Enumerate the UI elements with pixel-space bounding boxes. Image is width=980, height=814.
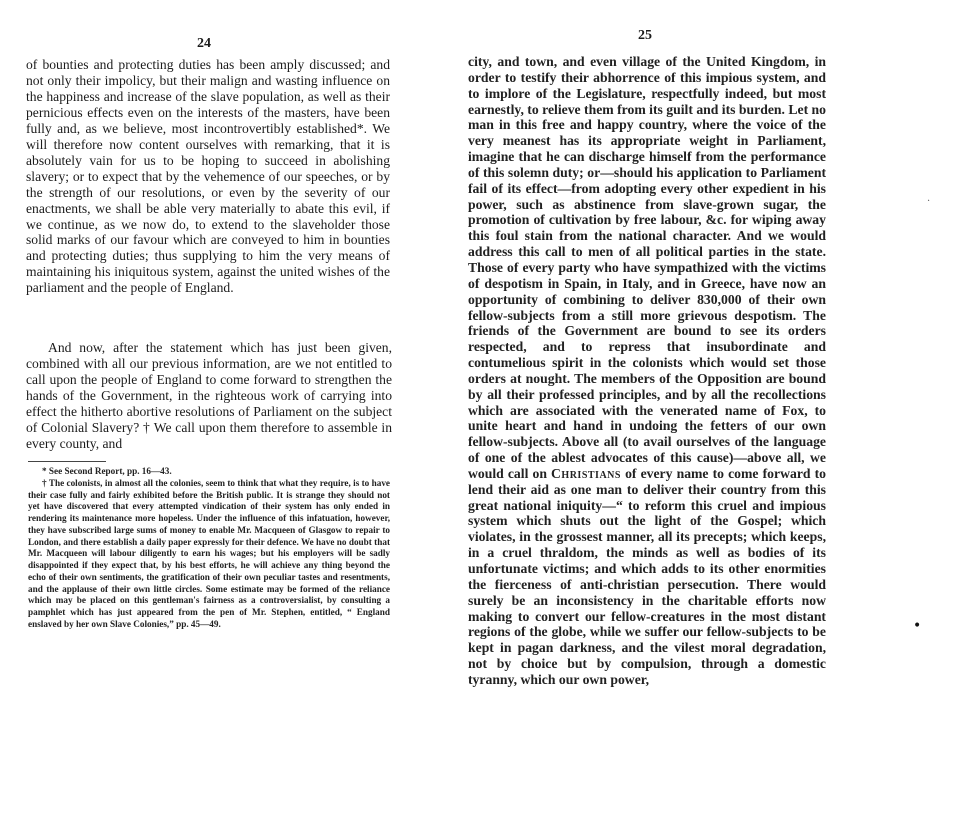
footnote-rule <box>28 461 106 462</box>
body-text-part-2: of every name to come forward to lend their aid as one man to deliver their country from this great national iniquity—“ to reform this cruel and impious system which shuts out the light of the Gospel; which violates, in the grossest manner, all its precepts; which keeps, in a cruel thraldom, the minds as well as bodies of its unfortunate victims; and which adds to its other enormities the fierceness of anti-christian persecution. There would surely be an inconsistency in the charitable efforts now making to convert our fellow-creatures in the most distant regions of the globe, while we suffer our fellow-subjects to be kept in pagan darkness, and the vilest moral degradation, not by choice but by compulsion, through a domestic tyranny, which our own power, <box>468 465 827 687</box>
christians-smallcaps: Christians <box>551 465 621 481</box>
scan-speck: · <box>927 196 931 207</box>
left-paragraph-1 <box>26 57 390 296</box>
footnotes <box>28 466 390 631</box>
left-paragraph-2 <box>26 340 392 452</box>
footnote-1: * See Second Report, pp. 16—43. <box>42 466 172 476</box>
page-number-right: 25 <box>638 28 652 43</box>
page-number-left: 24 <box>197 36 211 51</box>
paragraph-text: And now, after the statement which has just been given, combined with all our previous information, are we not entitled to call upon the people of England to come forward to strengthen the hands of the Government, in the righteous work of carrying into effect the hitherto abortive resolutions of Parliament on the subject of Colonial Slavery? † We call upon them therefore to assemble in every county, and <box>26 340 392 451</box>
footnote-2: † The colonists, in almost all the colonies, seem to think that what they require, is to have their case fully and fairly exhibited before the British public. It is strange they should not yet have discovered that every attempted vindication of their system has only ended in rendering its maintenance more hopeless. Under the influence of this infatuation, however, they have subscribed large sums of money to enable Mr. Macqueen of Glasgow to repair to London, and there establish a daily paper expressly for their defence. We have no doubt that Mr. Macqueen will labour diligently to earn his wages; but his employers will be sadly disappointed if they expect that, by his best efforts, he will achieve any thing beyond the echo of their own sentiments, the gratification of their own peculiar tastes and resentments, and the applause of their own little circles. Some estimate may be formed of the reliance which may be placed on this gentleman's fairness as a controversialist, by consulting a pamphlet which has just appeared from the pen of Mr. Stephen, entitled, “ England enslaved by her own Slave Colonies,” pp. 45—49. <box>28 477 390 629</box>
scan-speck: • <box>913 618 922 634</box>
right-body-text <box>468 54 826 688</box>
body-text-part-1: city, and town, and even village of the United Kingdom, in order to testify their abhorrence of this impious system, and to implore of the Legislature, respectfully indeed, but most earnestly, to relieve them from its guilt and its burden. Let no man in this free and happy country, where the voice of the very meanest has its appropriate weight in Parliament, imagine that he can discharge himself from the performance of this solemn duty; or—should his application to Parliament fail of its effect—from adopting every other expedient in his power, such as abstinence from slave-grown sugar, the promotion of cultivation by free labour, &c. for wiping away this foul stain from the national character. And we would address this call to men of all political parties in the state. Those of every party who have sympathized with the victims of despotism in Spain, in Italy, and in Greece, have now an opportunity of combining to deliver 830,000 of their own fellow-subjects from a still more grievous despotism. The friends of the Government are bound to see its orders respected, and to repress that insubordinate and contumelious spirit in the colonists which would set those orders at nought. The members of the Opposition are bound by all their professed principles, and by all the recollections which are associated with the venerated name of Fox, to unite heart and hand in undoing the fetters of our own fellow-subjects. Above all (to avail ourselves of the language of one of the ablest advocates of this cause)—above all, we would call on <box>468 54 827 481</box>
paragraph-text: of bounties and protecting duties has been amply discussed; and not only their impolicy, but their malign and wasting influence on the happiness and increase of the slave population, as well as their pernicious effects even on the interests of the masters, have been fully and, as we believe, most incontrovertibly established*. We will therefore now content ourselves with remarking, that it is absolutely vain for us to be hoping to succeed in abolishing slavery; or to expect that by the vehemence of our speeches, or by the strength of our resolutions, or even by the severity of our enactments, we shall be able very materially to abate this evil, if we continue, as we now do, to extend to the slaveholder those solid marks of our favour which are conveyed to him in bounties and protecting duties; thus supplying to him the very means of maintaining his iniquitous system, against the united wishes of the parliament and the people of England. <box>26 57 390 296</box>
